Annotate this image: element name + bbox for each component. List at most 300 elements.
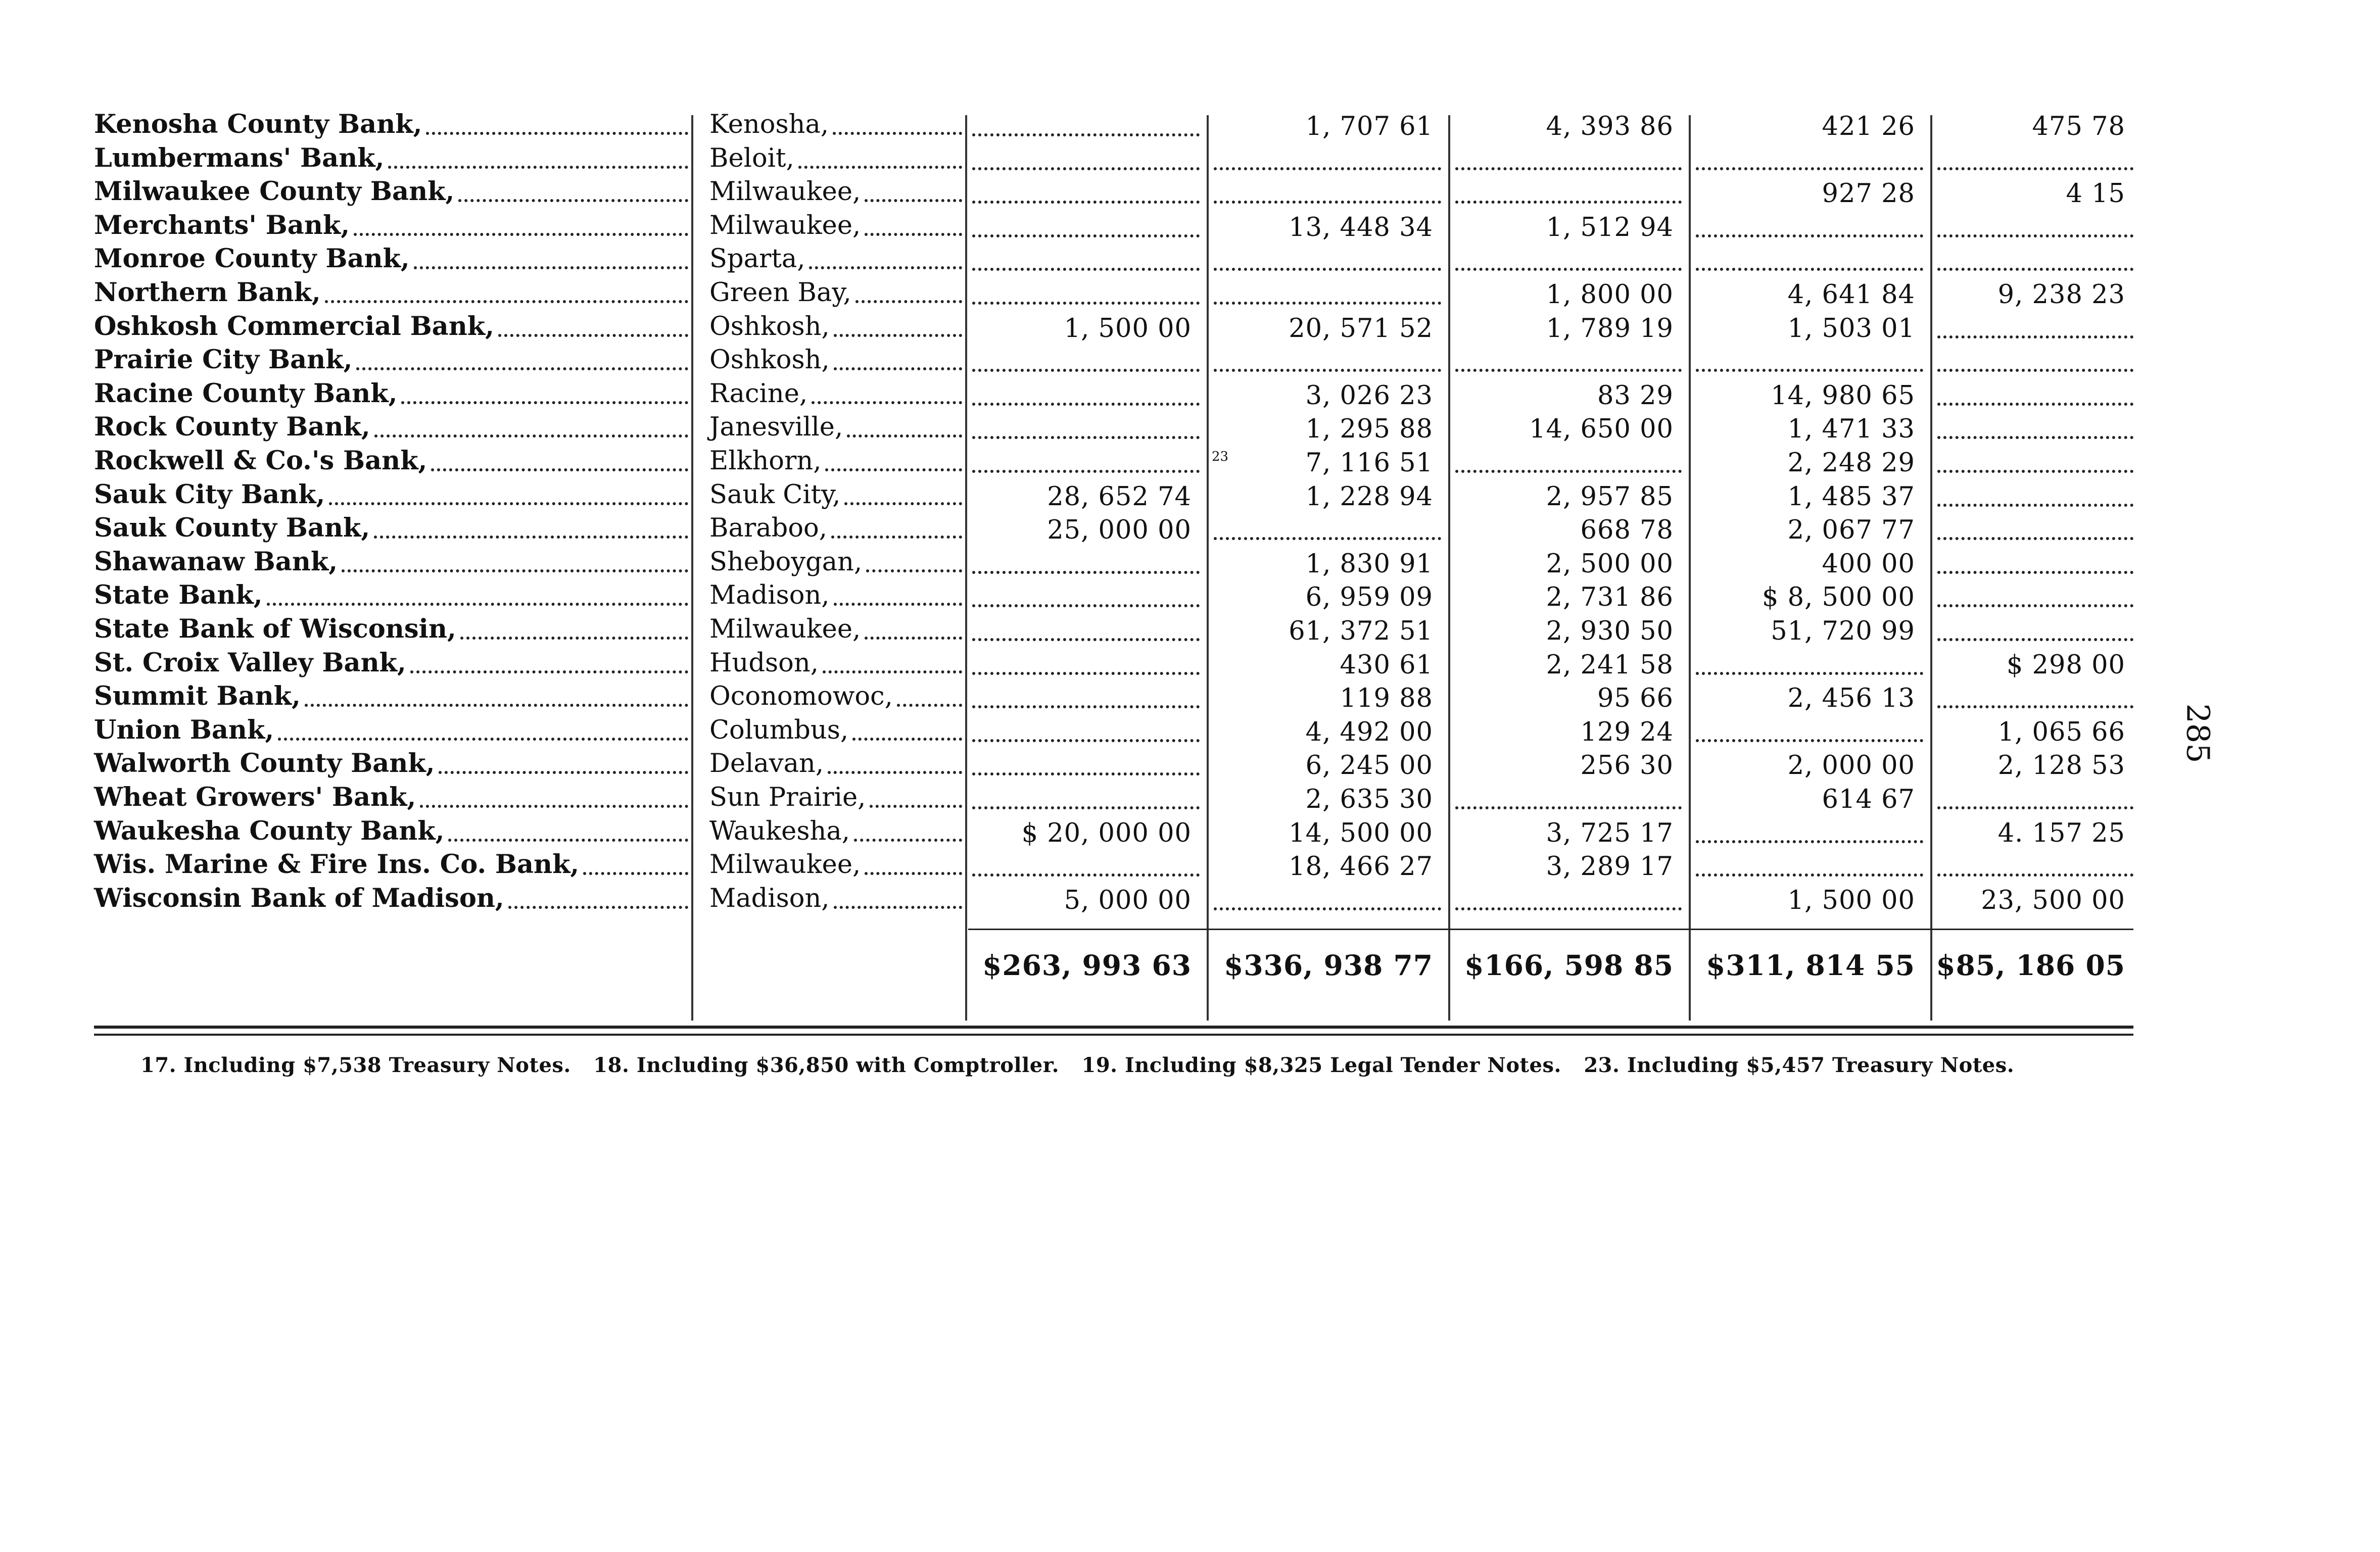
amount-cell: 2, 000 00 [1787, 751, 1915, 781]
location-name: Oconomowoc, [709, 682, 893, 712]
amount-cell [972, 563, 1200, 574]
amount-cell [1937, 496, 2133, 507]
location-cell [709, 682, 962, 715]
amount-cell: 61, 372 51 [1289, 616, 1433, 646]
dot-leader [831, 536, 962, 539]
bank-name: Monroe County Bank, [94, 244, 410, 274]
dot-leader [356, 367, 688, 370]
total-cell: $263, 993 63 [982, 949, 1192, 982]
amount-cell: 2, 067 77 [1787, 515, 1915, 546]
location-name: Oshkosh, [709, 345, 830, 375]
amount-cell [1937, 630, 2133, 641]
location-cell [709, 884, 962, 917]
dot-leader [852, 738, 962, 741]
bank-name: Kenosha County Bank, [94, 109, 422, 139]
amount-cell [1696, 260, 1923, 271]
total-cell: $85, 186 05 [1936, 949, 2125, 982]
bank-name: Lumbermans' Bank, [94, 142, 385, 173]
location-name: Beloit, [709, 143, 794, 173]
table-row [0, 615, 2380, 648]
bottom-double-rule [94, 1026, 2133, 1029]
table-row [0, 447, 2380, 480]
amount-cell: 1, 295 88 [1305, 414, 1433, 445]
amount-cell [1937, 428, 2133, 439]
amount-cell: 25, 000 00 [1047, 515, 1192, 546]
table-row [0, 817, 2380, 850]
amount-cell: 9, 238 23 [1997, 280, 2125, 310]
dot-leader [278, 738, 688, 741]
amount-cell: 23, 500 00 [1981, 885, 2125, 915]
location-name: Columbus, [709, 715, 849, 745]
location-cell [709, 413, 962, 446]
bank-name-cell [94, 615, 688, 648]
bank-name: Racine County Bank, [94, 378, 398, 409]
location-cell [709, 716, 962, 749]
page-number: 285 [2179, 703, 2217, 763]
amount-cell [1214, 899, 1441, 910]
amount-cell: 256 30 [1580, 751, 1674, 781]
bank-name: Sauk City Bank, [94, 479, 325, 510]
dot-leader [388, 166, 688, 169]
dot-leader [374, 434, 688, 438]
location-name: Sauk City, [709, 479, 841, 510]
amount-cell: 28, 652 74 [1047, 481, 1192, 512]
amount-cell: 614 67 [1822, 785, 1915, 814]
location-name: Sheboygan, [709, 547, 863, 577]
bank-name-cell [94, 144, 688, 177]
location-cell [709, 480, 962, 514]
totals-rule [968, 929, 2133, 930]
amount-cell [972, 596, 1200, 607]
footnote: 18. Including $36,850 with Comptroller. [593, 1053, 1060, 1077]
amount-cell: 20, 571 52 [1289, 313, 1433, 344]
dot-leader [855, 300, 962, 303]
dot-leader [809, 266, 962, 269]
location-name: Milwaukee, [709, 210, 861, 240]
bank-name-cell [94, 581, 688, 614]
location-name: Racine, [709, 378, 808, 409]
amount-cell [1455, 192, 1682, 204]
amount-cell [1696, 361, 1923, 372]
dot-leader [812, 401, 962, 404]
amount-cell: 400 00 [1822, 549, 1915, 579]
bank-name: Rock County Bank, [94, 412, 370, 443]
dot-leader [865, 233, 962, 236]
dot-leader [583, 872, 688, 875]
amount-cell: 14, 980 65 [1771, 380, 1915, 411]
amount-cell [972, 630, 1200, 641]
bank-name-cell [94, 177, 688, 211]
bank-name-cell [94, 649, 688, 682]
footnote: 19. Including $8,325 Legal Tender Notes. [1081, 1053, 1561, 1077]
amount-cell: 1, 503 01 [1787, 313, 1915, 344]
amount-cell [1696, 664, 1923, 675]
bank-name: St. Croix Valley Bank, [94, 647, 406, 678]
dot-leader [865, 199, 962, 202]
amount-cell [1696, 832, 1923, 843]
location-cell [709, 783, 962, 816]
amount-cell: 18, 466 27 [1289, 852, 1433, 882]
amount-cell: 1, 500 00 [1787, 885, 1915, 915]
location-name: Milwaukee, [709, 177, 861, 207]
footnotes [140, 1053, 2029, 1077]
amount-cell [1214, 159, 1441, 170]
amount-cell: 1, 512 94 [1546, 212, 1674, 243]
amount-cell [972, 428, 1200, 439]
amount-cell [1214, 294, 1441, 305]
dot-leader [897, 704, 962, 707]
dot-leader [833, 132, 962, 135]
dot-leader [448, 839, 688, 842]
bottom-double-rule [94, 1034, 2133, 1036]
amount-cell: 51, 720 99 [1771, 616, 1915, 646]
bank-name-cell [94, 346, 688, 379]
location-name: Kenosha, [709, 110, 829, 139]
amount-cell [972, 462, 1200, 473]
bank-name: Oshkosh Commercial Bank, [94, 311, 494, 342]
dot-leader [854, 839, 962, 842]
totals-row [0, 949, 2380, 982]
table-row [0, 245, 2380, 278]
table-row [0, 278, 2380, 312]
location-cell [709, 245, 962, 278]
bank-name-cell [94, 682, 688, 715]
amount-cell [1214, 260, 1441, 271]
amount-cell: 2, 241 58 [1546, 650, 1674, 680]
location-cell [709, 615, 962, 648]
amount-cell: 3, 289 17 [1546, 852, 1674, 882]
dot-leader [458, 199, 688, 202]
dot-leader [329, 502, 688, 505]
location-name: Delavan, [709, 749, 824, 779]
amount-cell [1937, 361, 2133, 372]
location-name: Madison, [709, 883, 830, 913]
amount-cell [972, 192, 1200, 204]
dot-leader [834, 603, 962, 606]
dot-leader [431, 468, 688, 471]
location-cell [709, 278, 962, 312]
amount-cell [1937, 260, 2133, 271]
bank-name-cell [94, 783, 688, 816]
bank-name-cell [94, 447, 688, 480]
amount-cell: $ 298 00 [2006, 650, 2125, 680]
location-name: Elkhorn, [709, 446, 822, 476]
location-name: Hudson, [709, 648, 819, 678]
amount-cell: 1, 800 00 [1546, 280, 1674, 310]
dot-leader [342, 569, 688, 572]
amount-cell: 4, 641 84 [1787, 280, 1915, 310]
bank-name-cell [94, 110, 688, 143]
amount-cell: 13, 448 34 [1289, 212, 1433, 243]
table-row [0, 144, 2380, 177]
dot-leader [410, 670, 688, 673]
amount-cell [1937, 327, 2133, 338]
total-cell: $336, 938 77 [1224, 949, 1433, 982]
table-row [0, 749, 2380, 783]
bank-name-cell [94, 716, 688, 749]
amount-cell: 6, 245 00 [1305, 751, 1433, 781]
location-name: Waukesha, [709, 816, 850, 846]
location-name: Sun Prairie, [709, 783, 866, 812]
location-name: Janesville, [709, 412, 843, 443]
amount-cell [972, 395, 1200, 406]
table-row [0, 783, 2380, 816]
location-name: Baraboo, [709, 513, 827, 544]
dot-leader [354, 233, 688, 236]
amount-cell: 421 26 [1822, 112, 1915, 141]
bank-name-cell [94, 480, 688, 514]
location-cell [709, 548, 962, 581]
amount-cell [1696, 159, 1923, 170]
amount-cell: 95 66 [1597, 684, 1674, 714]
dot-leader [844, 502, 962, 505]
amount-cell: 1, 471 33 [1787, 414, 1915, 445]
amount-cell [1696, 731, 1923, 742]
amount-cell: 4 15 [2066, 179, 2125, 209]
bank-name-cell [94, 850, 688, 884]
amount-cell [1937, 563, 2133, 574]
amount-cell: 4, 393 86 [1546, 112, 1674, 141]
table-row [0, 413, 2380, 446]
dot-leader [834, 334, 962, 337]
amount-cell [1937, 798, 2133, 809]
dot-leader [374, 536, 688, 539]
amount-cell: 3, 725 17 [1546, 818, 1674, 848]
bank-name-cell [94, 514, 688, 547]
amount-cell [1937, 529, 2133, 540]
amount-cell [1214, 361, 1441, 372]
footnote: 17. Including $7,538 Treasury Notes. [140, 1053, 571, 1077]
location-cell [709, 312, 962, 346]
amount-cell: 927 28 [1822, 179, 1915, 209]
amount-cell: 14, 500 00 [1289, 818, 1433, 848]
amount-cell: 1, 485 37 [1787, 481, 1915, 512]
dot-leader [439, 771, 688, 774]
dot-leader [847, 434, 962, 438]
table-row [0, 346, 2380, 379]
location-cell [709, 144, 962, 177]
amount-cell: 1, 707 61 [1305, 112, 1433, 141]
bank-name-cell [94, 548, 688, 581]
amount-cell [972, 865, 1200, 877]
bank-name-cell [94, 413, 688, 446]
amount-cell: 2, 248 29 [1787, 448, 1915, 478]
bank-name: State Bank, [94, 580, 263, 611]
bank-name: Walworth County Bank, [94, 748, 435, 779]
location-cell [709, 379, 962, 413]
table-row [0, 682, 2380, 715]
table-row [0, 548, 2380, 581]
amount-cell: 1, 065 66 [1997, 717, 2125, 747]
bank-name: Prairie City Bank, [94, 345, 353, 375]
amount-cell [1455, 899, 1682, 910]
amount-cell [1937, 395, 2133, 406]
amount-cell: 14, 650 00 [1529, 414, 1674, 445]
bank-name: Waukesha County Bank, [94, 815, 445, 846]
amount-cell: $ 20, 000 00 [1021, 818, 1192, 848]
dot-leader [865, 637, 962, 640]
table-row [0, 716, 2380, 749]
location-name: Green Bay, [709, 278, 851, 308]
amount-cell: 475 78 [2032, 112, 2125, 141]
table-row [0, 581, 2380, 614]
bank-name: Summit Bank, [94, 681, 301, 712]
dot-leader [798, 166, 962, 169]
bank-name: Rockwell & Co.'s Bank, [94, 446, 427, 476]
dot-leader [267, 603, 688, 606]
amount-cell [972, 697, 1200, 708]
bank-name-cell [94, 884, 688, 917]
bank-name: Sauk County Bank, [94, 513, 370, 544]
amount-cell: 668 78 [1580, 515, 1674, 546]
table-row [0, 110, 2380, 143]
dot-leader [508, 906, 688, 909]
amount-cell [1214, 529, 1441, 540]
amount-cell [1937, 865, 2133, 877]
total-cell: $311, 814 55 [1706, 949, 1915, 982]
location-name: Milwaukee, [709, 850, 861, 880]
dot-leader [825, 468, 962, 471]
table-row [0, 379, 2380, 413]
location-name: Oshkosh, [709, 311, 830, 342]
amount-cell: 2, 456 13 [1787, 684, 1915, 714]
amount-cell [972, 764, 1200, 775]
location-cell [709, 211, 962, 245]
table-row [0, 177, 2380, 211]
bank-name-cell [94, 278, 688, 312]
table-row [0, 850, 2380, 884]
table-row [0, 649, 2380, 682]
amount-cell [1455, 159, 1682, 170]
location-cell [709, 110, 962, 143]
bank-name: State Bank of Wisconsin, [94, 614, 456, 644]
location-cell [709, 850, 962, 884]
dot-leader [865, 872, 962, 875]
amount-cell [1455, 798, 1682, 809]
amount-cell: 83 29 [1597, 380, 1674, 411]
table-row [0, 312, 2380, 346]
table-row [0, 514, 2380, 547]
dot-leader [498, 334, 688, 337]
location-name: Sparta, [709, 244, 805, 274]
dot-leader [834, 367, 962, 370]
amount-cell [1937, 697, 2133, 708]
location-cell [709, 346, 962, 379]
dot-leader [426, 132, 688, 135]
amount-cell [1455, 260, 1682, 271]
amount-cell [1696, 226, 1923, 237]
amount-cell [1937, 462, 2133, 473]
bank-name: Northern Bank, [94, 277, 321, 308]
location-cell [709, 514, 962, 547]
amount-cell [972, 294, 1200, 305]
bank-name: Merchants' Bank, [94, 210, 350, 240]
dot-leader [305, 704, 688, 707]
amount-cell [972, 260, 1200, 271]
amount-cell: 6, 959 09 [1305, 583, 1433, 613]
amount-cell [972, 731, 1200, 742]
dot-leader [870, 805, 962, 808]
dot-leader [414, 266, 688, 269]
amount-cell: 2, 128 53 [1997, 751, 2125, 781]
bank-name: Wisconsin Bank of Madison, [94, 883, 504, 913]
amount-cell [1937, 159, 2133, 170]
table-row [0, 480, 2380, 514]
dot-leader [420, 805, 688, 808]
amount-cell [972, 159, 1200, 170]
total-cell: $166, 598 85 [1464, 949, 1674, 982]
amount-cell: 430 61 [1340, 650, 1433, 680]
amount-cell: 1, 789 19 [1546, 313, 1674, 344]
amount-cell [972, 361, 1200, 372]
bank-name-cell [94, 211, 688, 245]
amount-cell: 2, 930 50 [1546, 616, 1674, 646]
dot-leader [401, 401, 688, 404]
amount-cell [972, 798, 1200, 809]
amount-cell: 4. 157 25 [1997, 818, 2125, 848]
amount-cell [1455, 462, 1682, 473]
bank-name: Wis. Marine & Fire Ins. Co. Bank, [94, 849, 580, 880]
amount-cell: 7, 116 51 [1305, 448, 1433, 478]
dot-leader [866, 569, 962, 572]
amount-cell: 5, 000 00 [1064, 885, 1192, 915]
footnote-marker: 23 [1212, 449, 1229, 464]
bank-name: Shawanaw Bank, [94, 546, 338, 577]
amount-cell: 2, 635 30 [1305, 785, 1433, 814]
bank-name: Union Bank, [94, 714, 274, 745]
amount-cell: $ 8, 500 00 [1762, 583, 1915, 613]
location-cell [709, 649, 962, 682]
amount-cell [1696, 865, 1923, 877]
bank-name-cell [94, 379, 688, 413]
amount-cell [1937, 596, 2133, 607]
amount-cell: 119 88 [1340, 684, 1433, 714]
location-cell [709, 447, 962, 480]
location-cell [709, 581, 962, 614]
amount-cell: 2, 500 00 [1546, 549, 1674, 579]
amount-cell: 4, 492 00 [1305, 717, 1433, 747]
amount-cell: 129 24 [1580, 717, 1674, 747]
amount-cell [1214, 192, 1441, 204]
location-cell [709, 749, 962, 783]
amount-cell: 3, 026 23 [1305, 380, 1433, 411]
amount-cell [1937, 226, 2133, 237]
bank-name-cell [94, 749, 688, 783]
table-row [0, 211, 2380, 245]
location-cell [709, 817, 962, 850]
location-cell [709, 177, 962, 211]
dot-leader [460, 637, 688, 640]
location-name: Madison, [709, 580, 830, 611]
amount-cell: 1, 228 94 [1305, 481, 1433, 512]
table-row [0, 884, 2380, 917]
dot-leader [828, 771, 962, 774]
bank-name: Milwaukee County Bank, [94, 176, 455, 207]
bank-name-cell [94, 817, 688, 850]
amount-cell [1455, 361, 1682, 372]
amount-cell [972, 125, 1200, 136]
dot-leader [823, 670, 962, 673]
amount-cell: 1, 500 00 [1064, 313, 1192, 344]
amount-cell: 2, 731 86 [1546, 583, 1674, 613]
bank-name-cell [94, 245, 688, 278]
amount-cell: 2, 957 85 [1546, 481, 1674, 512]
bank-name: Wheat Growers' Bank, [94, 782, 416, 812]
amount-cell [972, 664, 1200, 675]
location-name: Milwaukee, [709, 614, 861, 644]
footnote: 23. Including $5,457 Treasury Notes. [1584, 1053, 2015, 1077]
dot-leader [834, 906, 962, 909]
